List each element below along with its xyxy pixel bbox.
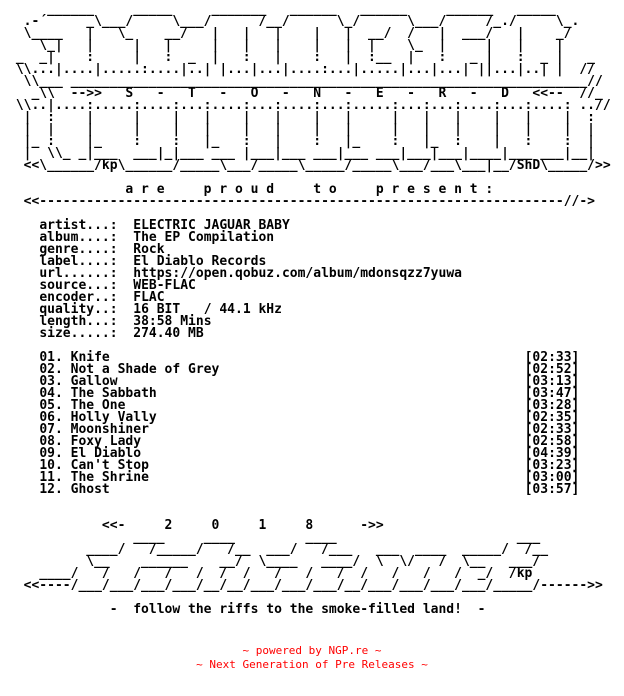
track-number: 01. xyxy=(39,350,63,365)
track-time: [03:23] xyxy=(524,458,580,473)
track-number: 06. xyxy=(39,410,63,425)
track-time: [04:39] xyxy=(524,446,580,461)
track-title: Knife xyxy=(70,350,110,365)
present-line: a r e p r o u d t o p r e s e n t : xyxy=(8,182,494,197)
bottom-art-line: <<----/___/___/___/___/__/__/___/___/___/__/___/___/___/___/_____/------>> xyxy=(8,578,603,593)
track-title: Foxy Lady xyxy=(70,434,142,449)
info-key: url......: xyxy=(39,266,118,281)
track-number: 12. xyxy=(39,482,63,497)
header-art-line: \____ | \_ __/ | | | | | __/ / | ___/ | _/ xyxy=(8,26,572,41)
track-time: [03:13] xyxy=(524,374,580,389)
info-value: https://open.qobuz.com/album/mdonsqzz7yuwa xyxy=(133,266,462,281)
track-number: 03. xyxy=(39,374,63,389)
header-art xyxy=(8,4,611,172)
header-art-line: | \\_ _|___ ___|_|___ ___ |___|___ ___|___ ___|___|___|____|___ ___|__| xyxy=(8,146,595,161)
track-time: [03:28] xyxy=(524,398,580,413)
info-value: The EP Compilation xyxy=(133,230,275,245)
footer-powered-by: ~ powered by NGP.re ~ xyxy=(242,644,382,657)
header-art-line: _\\ -->> S - T - O - N - E - R - D <<-- //_ xyxy=(8,86,603,101)
bottom-art-line: ____ ____ ____ ___ xyxy=(8,530,541,545)
release-info xyxy=(8,220,611,340)
info-key: quality..: xyxy=(39,302,118,317)
track-title: Gallow xyxy=(70,374,118,389)
info-value: 16 BIT / 44.1 kHz xyxy=(133,302,282,317)
track-title: Can't Stop xyxy=(70,458,149,473)
info-key: size.....: xyxy=(39,326,118,341)
info-value: WEB-FLAC xyxy=(133,278,196,293)
tracklist xyxy=(8,352,611,496)
footer-tagline: ~ Next Generation of Pre Releases ~ xyxy=(196,658,428,671)
track-number: 04. xyxy=(39,386,63,401)
header-art-line: <<\______/kp\______/_____\___/_____\_____/_____\___/___\___|__/ShD\_____/>> xyxy=(8,158,611,173)
header-art-line: \\..|....:.....:....:...:....:...:....:...:.....:...:...:....:...:....: ..// xyxy=(8,98,611,113)
header-art-line: |_ : |_ : : |_ : | : |_ : |_ : | : : | xyxy=(8,134,595,149)
present-rule: <<-------------------------------------------------------------------//-> xyxy=(8,194,595,209)
track-title: Not a Shade of Grey xyxy=(70,362,220,377)
year-line: <<- 2 0 1 8 ->> xyxy=(8,518,384,533)
track-title: The Shrine xyxy=(70,470,149,485)
info-row xyxy=(8,328,611,340)
track-title: The One xyxy=(70,398,126,413)
bottom-art-line: \__ ______ __/ \____ ____/ \ \/ / \__ ___/ xyxy=(8,554,541,569)
info-value: FLAC xyxy=(133,290,165,305)
track-title: The Sabbath xyxy=(70,386,157,401)
info-key: album....: xyxy=(39,230,118,245)
header-art-line: | | | | | | | | | | | | | | | | | xyxy=(8,122,595,137)
track-number: 02. xyxy=(39,362,63,377)
info-value: ELECTRIC JAGUAR BABY xyxy=(133,218,290,233)
blank-line xyxy=(8,496,611,508)
track-number: 08. xyxy=(39,434,63,449)
track-time: [03:00] xyxy=(524,470,580,485)
info-value: 274.40 MB xyxy=(133,326,204,341)
info-key: length...: xyxy=(39,314,118,329)
track-title: Holly Vally xyxy=(70,410,157,425)
header-art-line: ______ _____ _______ ______ ______ ______ _____ xyxy=(8,2,556,17)
track-time: [02:58] xyxy=(524,434,580,449)
bottom-art xyxy=(8,532,611,592)
nfo-text xyxy=(8,4,611,616)
track-number: 05. xyxy=(39,398,63,413)
track-row xyxy=(8,484,611,496)
header-art-line: .-´ _\___/ \___/ /__/ \_/ \___/ /_./ \_. xyxy=(8,14,580,29)
info-key: encoder..: xyxy=(39,290,118,305)
track-time: [02:33] xyxy=(524,350,580,365)
track-title: Ghost xyxy=(70,482,110,497)
header-art-line: \_| | | | | | | | | | \_ | | | | xyxy=(8,38,564,53)
slogan: - follow the riffs to the smoke-filled land! - xyxy=(8,602,486,617)
track-number: 11. xyxy=(39,470,63,485)
track-number: 10. xyxy=(39,458,63,473)
track-title: Moonshiner xyxy=(70,422,149,437)
track-number: 07. xyxy=(39,422,63,437)
bottom-art-line: ____/ / / / / / / / / / / / / / _/ /kp xyxy=(8,566,533,581)
header-art-line: \\___ __________________________________________________________________// xyxy=(8,74,603,89)
info-key: genre....: xyxy=(39,242,118,257)
info-value: 38:58 Mins xyxy=(133,314,212,329)
track-title: El Diablo xyxy=(70,446,142,461)
track-time: [02:35] xyxy=(524,410,580,425)
header-art-line: _ _| : | : _ | : | : | :__ | : _ | : _ | _ xyxy=(8,50,595,65)
track-time: [02:52] xyxy=(524,362,580,377)
info-key: source...: xyxy=(39,278,118,293)
track-time: [02:33] xyxy=(524,422,580,437)
header-art-line: \\...|....|.....:....|..| |...|...|....:...|.....|...|...| ||...|..| | // xyxy=(8,62,595,77)
info-key: label....: xyxy=(39,254,118,269)
info-key: artist...: xyxy=(39,218,118,233)
info-value: El Diablo Records xyxy=(133,254,267,269)
header-art-line: | : | | | | | | | | | | | | | | : xyxy=(8,110,595,125)
track-time: [03:57] xyxy=(524,482,580,497)
track-time: [03:47] xyxy=(524,386,580,401)
info-value: Rock xyxy=(133,242,165,257)
track-number: 09. xyxy=(39,446,63,461)
bottom-art-line: ____/ /_____/ /__ ___/ /___ ___ ____ _____/ /__ xyxy=(8,542,549,557)
